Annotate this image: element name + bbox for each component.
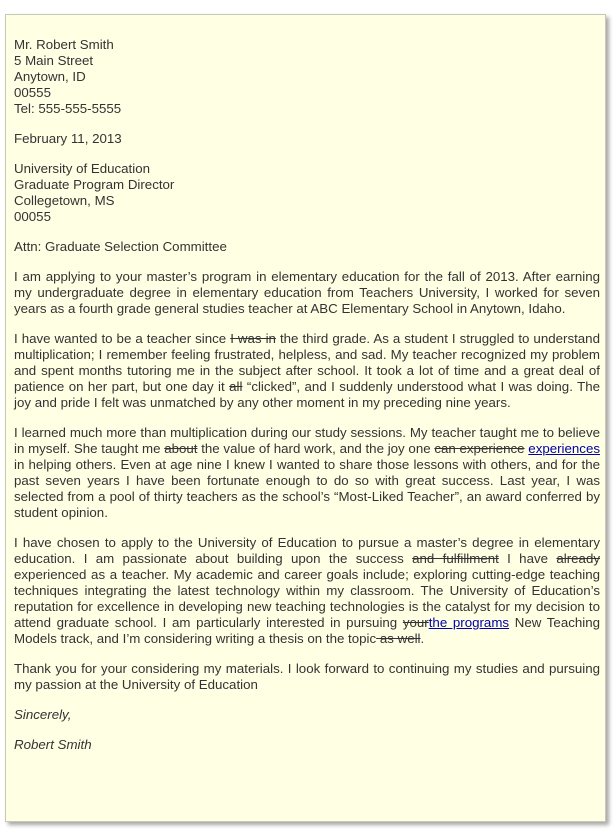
sender-address: [14, 37, 600, 117]
signature: Robert Smith: [14, 737, 92, 752]
closing: Sincerely,: [14, 707, 72, 722]
letter-date: February 11, 2013: [14, 131, 122, 146]
paragraph-5: Thank you for your considering my materials. I look forward to continuing my studies and pursuing my passion at the University of Education: [14, 661, 600, 692]
deleted-text: as well: [376, 631, 421, 646]
text-run: I have: [498, 551, 557, 566]
deleted-text: can experience: [434, 441, 525, 456]
paragraph-4: [14, 535, 600, 647]
recipient-title: Graduate Program Director: [14, 177, 175, 192]
inserted-text-link[interactable]: the programs: [428, 615, 510, 630]
text-run: .: [420, 631, 425, 646]
paragraph-3: [14, 425, 600, 521]
sender-city: Anytown, ID: [14, 69, 86, 84]
deleted-text: all: [229, 379, 243, 394]
deleted-text: I was in: [230, 331, 276, 346]
sender-tel: Tel: 555-555-5555: [14, 101, 122, 116]
text-run: I have wanted to be a teacher since: [14, 331, 231, 346]
sender-zip: 00555: [14, 85, 51, 100]
letter-page: [5, 14, 606, 822]
recipient-city: Collegetown, MS: [14, 193, 115, 208]
recipient-zip: 00055: [14, 209, 51, 224]
paragraph-2: [14, 331, 600, 411]
deleted-text: and fulfillment: [412, 551, 499, 566]
inserted-text-link[interactable]: experiences: [528, 441, 600, 456]
text-run: I learned much more than multiplication during our study sessions. My teacher taught me to believe in myself. She taught me: [14, 425, 600, 456]
recipient-address: [14, 161, 600, 225]
deleted-text: about: [164, 441, 198, 456]
text-run: the value of hard work, and the joy one: [197, 441, 435, 456]
sender-street: 5 Main Street: [14, 53, 94, 68]
sender-name: Mr. Robert Smith: [14, 37, 114, 52]
recipient-org: University of Education: [14, 161, 150, 176]
deleted-text: already: [556, 551, 600, 566]
text-run: the third grade. As a student I struggled to understand multiplication; I remember feeling frustrated, helpless, and sad. My teacher recognized my problem and spent months tutoring me in the subject after school. It took a lot of time and a great deal of patience on her part, but one day it: [14, 331, 600, 394]
deleted-text: your: [402, 615, 429, 630]
letter-body: [14, 37, 600, 753]
text-run: New Teaching Models track, and I’m considering writing a thesis on the topic: [14, 615, 600, 646]
text-run: I have chosen to apply to the University of Education to pursue a master’s degree in elementary education. I am passionate about building upon the success: [14, 535, 600, 566]
text-run: in helping others. Even at age nine I knew I wanted to share those lessons with others, and for the past seven years I have been fortunate enough to do so with great success. Last year, I was selected from a pool of thirty teachers as the school’s “Most-Liked Teacher”, an award conferred by student opinion.: [14, 457, 600, 520]
text-run: experienced as a teacher. My academic and career goals include; exploring cutting-edge teaching techniques integrating the latest technology within my classroom. The University of Education’s reputation for excellence in developing new teaching technologies is the catalyst for my decision to attend graduate school. I am particularly interested in pursuing: [14, 567, 600, 630]
text-run: “clicked”, and I suddenly understood what I was doing. The joy and pride I felt was unmatched by any other moment in my preceding nine years.: [14, 379, 601, 410]
paragraph-1: I am applying to your master’s program in elementary education for the fall of 2013. After earning my undergraduate degree in elementary education from Teachers University, I worked for seven years as a fourth grade general studies teacher at ABC Elementary School in Anytown, Idaho.: [14, 269, 600, 316]
attention-line: Attn: Graduate Selection Committee: [14, 239, 227, 254]
